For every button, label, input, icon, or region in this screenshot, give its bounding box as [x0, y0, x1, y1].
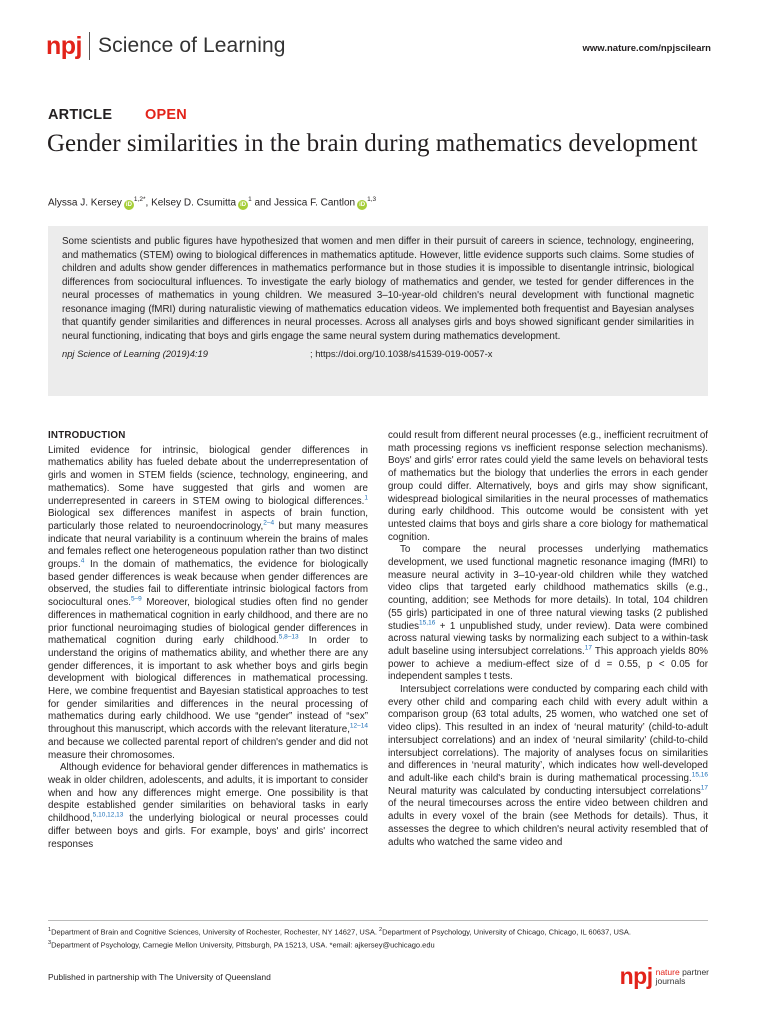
citation-ref[interactable]: 1 [364, 494, 368, 502]
orcid-icon[interactable]: iD [240, 202, 247, 209]
footnote-line [48, 925, 713, 938]
partnership-note: Published in partnership with The University of Queensland [48, 972, 271, 982]
site-url-link[interactable]: www.nature.com/npjscilearn [582, 43, 711, 54]
citation-ref[interactable]: 2–4 [263, 519, 275, 527]
body-column-right [388, 430, 708, 849]
article-title: Gender similarities in the brain during mathematics development [47, 130, 698, 157]
author-name[interactable]: Kelsey D. Csumitta [151, 197, 237, 209]
footnote-mark: 3 [48, 939, 52, 946]
paragraph: To compare the neural processes underlying mathematics development, we used functional magnetic resonance imaging (fMRI) to measure neural activity in 3–10-year-old children while they watched video clips that targeted early childhood mathematics skills (e.g., counting, addition; see Methods for more details). In total, 104 children (55 girls) participated in one of three natural viewing tasks (2 published studies$^{15,16}$ + 1 unpublished study, under review). Data were combined across natural viewing tasks by normalizing each subject to a within-task adult baseline using intersubject correlations.$^{17}$ This approach yields 80% power to achieve a medium-effect size of d = 0.55, p < 0.05 for independent samples t tests. [388, 544, 708, 683]
journal-name: Science of Learning [98, 34, 286, 57]
author-affiliation: 1,3 [367, 196, 377, 203]
citation-ref[interactable]: 4 [80, 557, 85, 565]
citation-ref[interactable]: 17 [700, 784, 708, 792]
journals-wordmark: journals [655, 975, 686, 986]
orcid-icon[interactable]: iD [125, 202, 132, 209]
nature-partner-journals-logo[interactable] [620, 963, 709, 990]
journal-logo[interactable] [46, 30, 286, 62]
footnote-text: Department of Psychology, Carnegie Mellon University, Pittsburgh, PA 15213, USA. *email: ajkersey@uchicago.edu [51, 940, 435, 949]
nature-wordmark: nature [655, 966, 680, 977]
footnote-line [48, 938, 713, 951]
paragraph: could result from different neural processes (e.g., inefficient recruitment of math processing regions vs inefficient response selection mechanisms). Boys' and girls' error rates could yield the same levels on behavioral tests of mathematics but the biology that underlies the errors in each gender group could differ. Alternatively, boys and girls may show significant, widespread biological similarities in the neural processes of mathematics during early childhood. This outcome would be consistent with yet untested claims that boys and girls share a core biology for mathematical cognition. [388, 430, 708, 543]
citation-ref[interactable]: 12–14 [349, 722, 368, 730]
orcid-icon[interactable]: iD [359, 202, 366, 209]
affiliation-footnotes [48, 925, 713, 950]
citation-line [62, 348, 694, 359]
citation-ref[interactable]: 5,10,12,13 [92, 811, 124, 819]
doi-link[interactable]: ; https://doi.org/10.1038/s41539-019-0057-x [310, 348, 493, 359]
author-name[interactable]: Alyssa J. Kersey [48, 197, 122, 209]
footnote-text: Department of Psychology, University of Chicago, Chicago, IL 60637, USA. [382, 927, 631, 937]
section-heading-introduction: INTRODUCTION [48, 430, 126, 441]
paragraph: Intersubject correlations were conducted by comparing each child with every other child and comparing each child with every adult within a comparison group (63 total adults, 25 women, who watched one set of video clips). This resulted in an index of ‘neural maturity’ (child-to-adult intersubject correlations) and an index of ‘neural similarity’ (child-to-child intersubject correlations). The majority of analyses focus on similarities and differences in ‘neural maturity’, which indicates how well-developed and adult-like each child's brain is during mathematical processing.$^{15,16}$ Neural maturity was calculated by conducting intersubject correlations$^{17}$ of the neural timecourses across the entire video between children and adults in every voxel of the brain (see Methods for details). Thus, it assesses the degree to which children's neural activity resembled that of adults who watched the same video and [388, 684, 708, 848]
paragraph: Although evidence for behavioral gender differences in mathematics is weak in older children, adolescents, and adults, it is important to consider when and how any differences might emerge. One possibility is that despite established gender similarities on behavioral tasks in early childhood,$^{5,10,12,13}$ the underlying biological or neural processes could differ between boys and girls. For example, boys' and girls' incorrect responses [48, 762, 368, 850]
author-list [48, 196, 376, 210]
citation-ref[interactable]: 17 [584, 644, 592, 652]
article-type-label: ARTICLE [48, 107, 113, 123]
author-affiliation: 1 [248, 196, 252, 203]
footnote-mark: 1 [48, 927, 52, 933]
citation-ref[interactable]: 5–9 [130, 595, 142, 603]
author-affiliation: 1,2* [133, 196, 146, 203]
body-column-left [48, 430, 368, 851]
author-name[interactable]: Jessica F. Cantlon [273, 197, 356, 209]
citation-ref[interactable]: 15,16 [419, 619, 436, 627]
footnote-text: Department of Brain and Cognitive Sciences, University of Rochester, Rochester, NY 14627, USA. [51, 927, 380, 937]
citation-journal: npj Science of Learning (2019)4:19 [62, 348, 208, 359]
footnote-mark: 2 [379, 927, 383, 933]
logo-divider [89, 32, 90, 60]
abstract-text: Some scientists and public figures have hypothesized that women and men differ in their pursuit of careers in science, technology, engineering, and mathematics (STEM) owing to biological differences in mathematics aptitude. However, little evidence supports such claims. Some studies of children and adults show gender differences in mathematics performance but in those studies it is impossible to disentangle intrinsic, biological differences from sociocultural influences. To investigate the early biology of mathematics and gender, we tested for gender differences in the neural processes of mathematics in young children. We measured 3–10-year-old children's neural development with functional magnetic resonance imaging (fMRI) during naturalistic viewing of mathematics education videos. We implemented both frequentist and Bayesian analyses that quantify gender similarities and differences in neural processes. Across all analyses girls and boys showed significant gender similarities in neural functioning, indicating that boys and girls engage the same neural system during mathematics development. [62, 236, 694, 342]
footnote-divider [48, 920, 708, 921]
open-access-badge: OPEN [145, 107, 187, 123]
citation-ref[interactable]: 15,16 [691, 771, 708, 779]
abstract-box [48, 226, 708, 396]
partner-journals-text [656, 968, 709, 986]
author-separator: , [145, 197, 152, 209]
npj-logo-mark: npj [46, 31, 82, 60]
citation-ref[interactable]: 5,8–13 [278, 633, 299, 641]
partner-wordmark: partner [679, 966, 709, 977]
npj-logo-mark: npj [619, 963, 653, 989]
paragraph: Limited evidence for intrinsic, biological gender differences in mathematics ability has fueled debate about the underrepresentation of girls and women in STEM fields (science, technology, engineering, and mathematics). Some have suggested that girls and women are underrepresented in careers in STEM owing to biological differences.$^1$ Biological sex differences manifest in aspects of brain function, particularly those related to neuroendocrinology,$^{2-4}$ but many measures indicate that neural variability is a continuum wherein the brains of males and females reflect one heterogeneous population rather than two distinct groups.$^4$ In the domain of mathematics, the evidence for biologically based gender differences is weak because when gender differences are observed, the studies fail to differentiate intrinsic biological factors from sociocultural ones.$^{5-9}$ Moreover, biological studies often find no gender differences in mathematical cognition in early childhood, and there are no prior functional neuroimaging studies of biological gender differences in mathematical cognition during early childhood.$^{5,8-13}$ In order to understand the origins of mathematics ability, and whether there are any gender differences, it is important to ask whether boys and girls begin development with biological differences in mathematical processing. Here, we combine frequentist and Bayesian statistical approaches to test for gender similarities and differences in the neural processing of mathematics during early childhood. We use “gender” instead of “sex” throughout this manuscript, which accords with the relevant literature,$^{12-14}$ and because we collected parental report of children's gender and did not measure their chromosomes. [48, 444, 368, 761]
author-separator: and [251, 197, 274, 209]
